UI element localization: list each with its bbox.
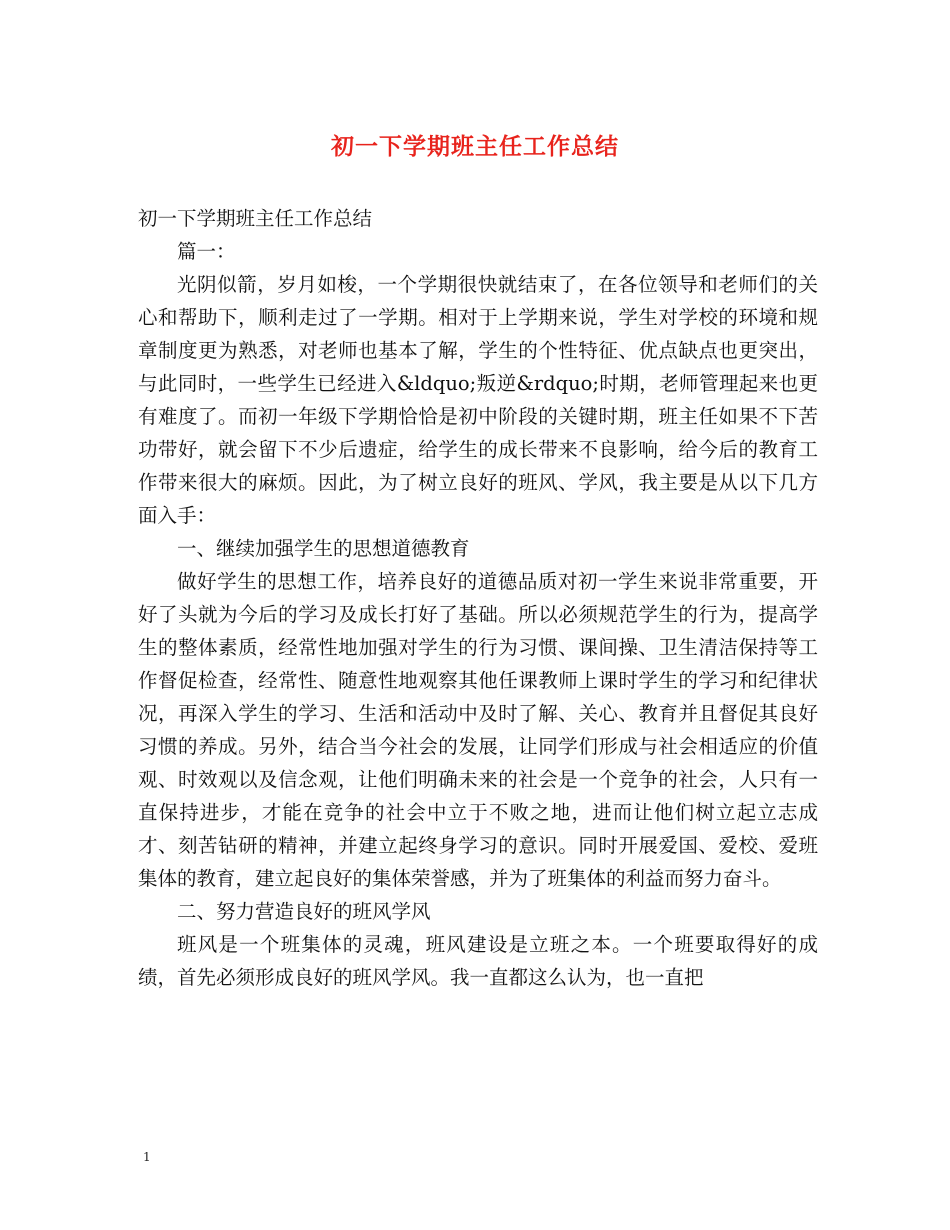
section-heading: 一、继续加强学生的思想道德教育 bbox=[177, 537, 470, 560]
section-heading: 二、努力营造良好的班风学风 bbox=[177, 900, 431, 923]
body-paragraph: 班风是一个班集体的灵魂，班风建设是立班之本。一个班要取得好的成绩，首先必须形成良好的班风学风。我一直都这么认为，也一直把 bbox=[138, 933, 818, 989]
document-body bbox=[138, 202, 818, 994]
subtitle-paragraph: 初一下学期班主任工作总结 bbox=[138, 207, 373, 230]
document-title: 初一下学期班主任工作总结 bbox=[331, 133, 619, 160]
body-paragraph: 光阴似箭，岁月如梭，一个学期很快就结束了，在各位领导和老师们的关心和帮助下，顺利走过了一学期。相对于上学期来说，学生对学校的环境和规章制度更为熟悉，对老师也基本了解，学生的个性特征、优点缺点也更突出，与此同时，一些学生已经进入&ldquo;叛逆&rdquo;时期，老师管理起来也更有难度了。而初一年级下学期恰恰是初中阶段的关键时期，班主任如果不下苦功带好，就会留下不少后遗症，给学生的成长带来不良影响，给今后的教育工作带来很大的麻烦。因此，为了树立良好的班风、学风，我主要是从以下几方面入手： bbox=[138, 273, 818, 527]
body-paragraph: 做好学生的思想工作，培养良好的道德品质对初一学生来说非常重要，开好了头就为今后的学习及成长打好了基础。所以必须规范学生的行为，提高学生的整体素质，经常性地加强对学生的行为习惯、课间操、卫生清洁保持等工作督促检查，经常性、随意性地观察其他任课教师上课时学生的学习和纪律状况，再深入学生的学习、生活和活动中及时了解、关心、教育并且督促其良好习惯的养成。另外，结合当今社会的发展，让同学们形成与社会相适应的价值观、时效观以及信念观，让他们明确未来的社会是一个竞争的社会，人只有一直保持进步，才能在竞争的社会中立于不败之地，进而让他们树立起立志成才、刻苦钻研的精神，并建立起终身学习的意识。同时开展爱国、爱校、爱班集体的教育，建立起良好的集体荣誉感，并为了班集体的利益而努力奋斗。 bbox=[138, 570, 818, 890]
section-label-paragraph: 篇一： bbox=[177, 240, 236, 263]
page-number: 1 bbox=[143, 1150, 151, 1164]
